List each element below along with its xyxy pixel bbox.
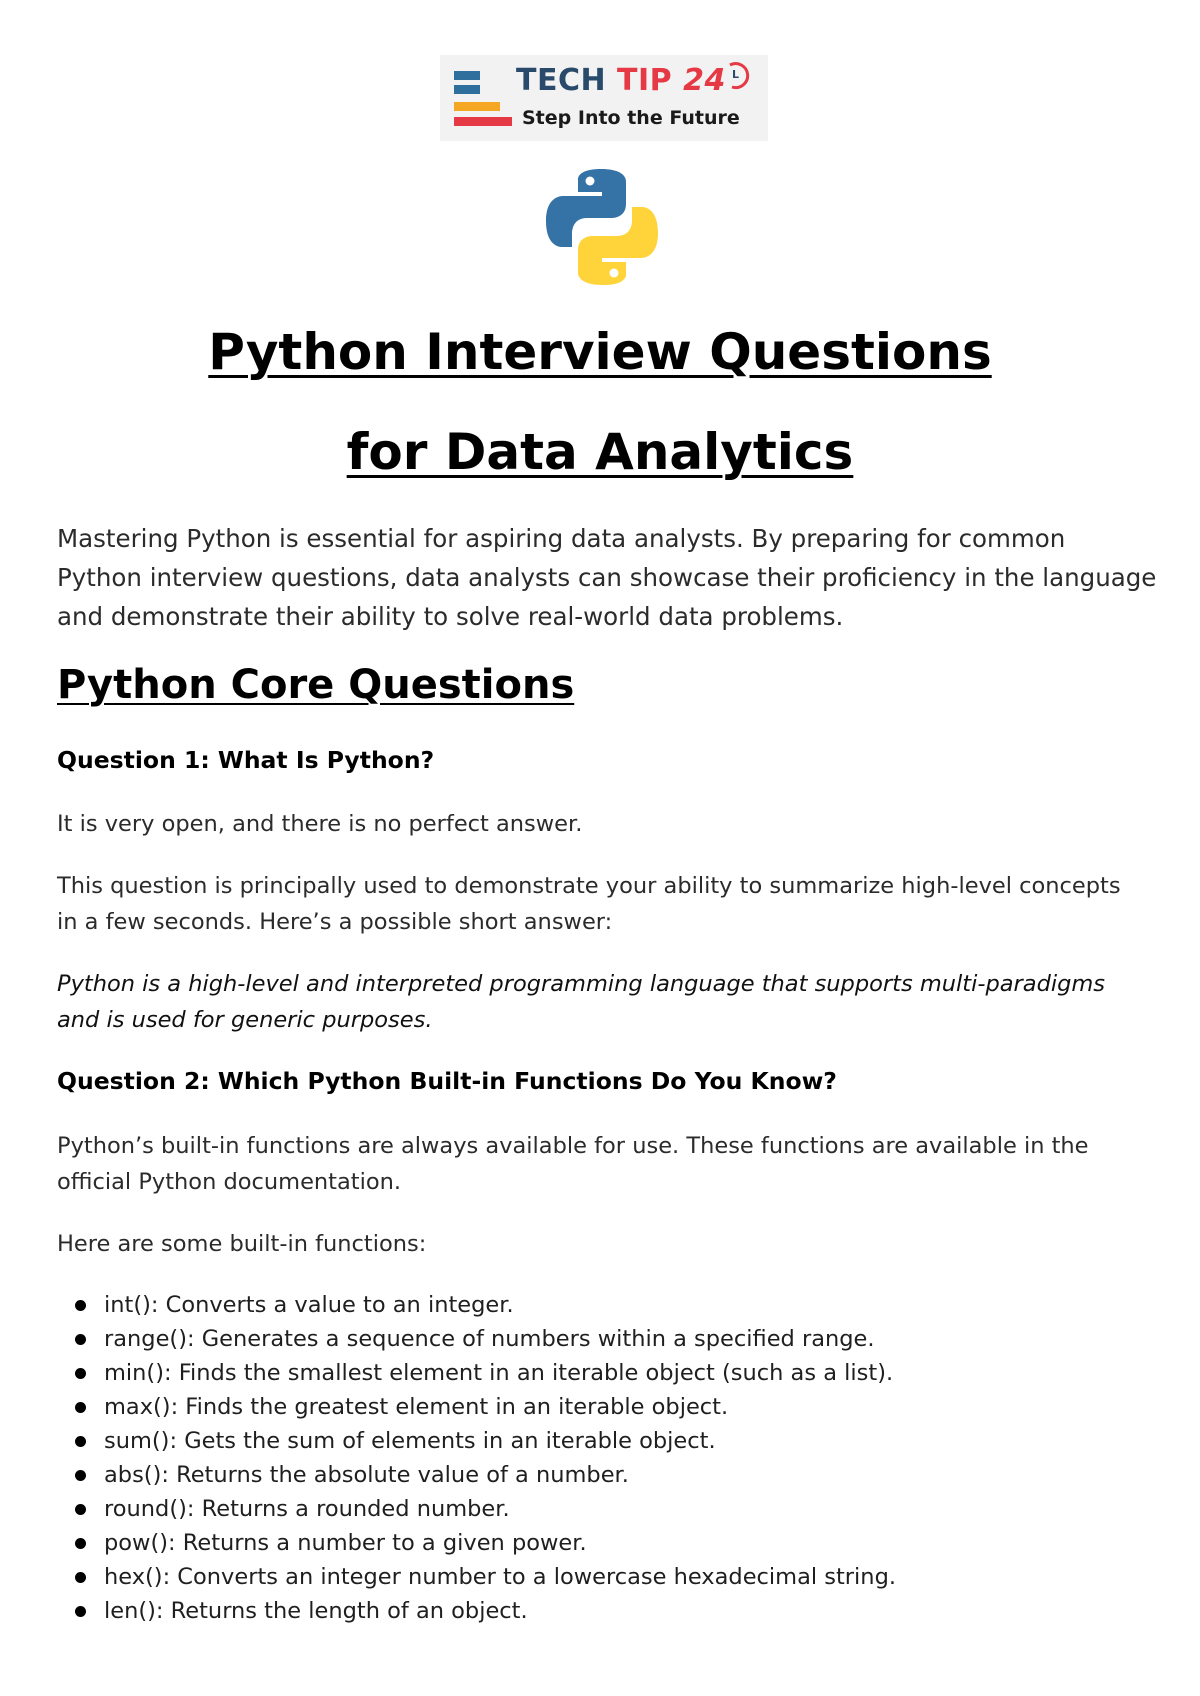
logo-bars-icon [454, 65, 514, 131]
question-1-heading: Question 1: What Is Python? [57, 746, 435, 774]
intro-paragraph: Mastering Python is essential for aspiring data analysts. By preparing for common Python interview questions, data analysts can showcase their proficiency in the language and demonstrate their ability to solve real-world data problems. [57, 524, 1157, 631]
bullet-icon [75, 1368, 86, 1379]
page-title-line1: Python Interview Questions [208, 323, 992, 381]
bullet-icon [75, 1470, 86, 1481]
bullet-icon [75, 1538, 86, 1549]
list-item: int(): Converts a value to an integer. [72, 1288, 896, 1322]
bullet-icon [75, 1402, 86, 1413]
list-item: hex(): Converts an integer number to a lowercase hexadecimal string. [72, 1560, 896, 1594]
list-item: sum(): Gets the sum of elements in an iterable object. [72, 1424, 896, 1458]
list-item: abs(): Returns the absolute value of a number. [72, 1458, 896, 1492]
bullet-icon [75, 1334, 86, 1345]
question-1-paragraph-2: This question is principally used to demonstrate your ability to summarize high-level concepts in a few seconds. Here’s a possible short answer: [57, 873, 1121, 935]
list-item: len(): Returns the length of an object. [72, 1594, 896, 1628]
logo-tagline: Step Into the Future [522, 107, 740, 129]
techtip24-logo [440, 55, 768, 141]
list-item: round(): Returns a rounded number. [72, 1492, 896, 1526]
clock-arc-icon [726, 61, 752, 91]
question-1-paragraph-1: It is very open, and there is no perfect answer. [57, 811, 583, 837]
bullet-icon [75, 1436, 86, 1447]
list-item: pow(): Returns a number to a given power. [72, 1526, 896, 1560]
bullet-icon [75, 1572, 86, 1583]
svg-text:L: L [732, 68, 740, 81]
python-logo-icon [540, 165, 664, 289]
bullet-icon [75, 1504, 86, 1515]
logo-brand-text: TECH TIP 24 [516, 63, 726, 98]
page-title-line2: for Data Analytics [346, 423, 854, 481]
question-2-heading: Question 2: Which Python Built-in Functions Do You Know? [57, 1067, 837, 1095]
question-2-paragraph-1: Python’s built-in functions are always available for use. These functions are available in the official Python documentation. [57, 1133, 1089, 1195]
builtin-functions-list [72, 1288, 896, 1628]
list-item: range(): Generates a sequence of numbers within a specified range. [72, 1322, 896, 1356]
section-heading: Python Core Questions [57, 662, 575, 708]
question-2-paragraph-2: Here are some built-in functions: [57, 1231, 427, 1257]
question-1-answer: Python is a high-level and interpreted programming language that supports multi-paradigms and is used for generic purposes. [57, 971, 1106, 1033]
bullet-icon [75, 1300, 86, 1311]
list-item: max(): Finds the greatest element in an iterable object. [72, 1390, 896, 1424]
list-item: min(): Finds the smallest element in an iterable object (such as a list). [72, 1356, 896, 1390]
bullet-icon [75, 1606, 86, 1617]
